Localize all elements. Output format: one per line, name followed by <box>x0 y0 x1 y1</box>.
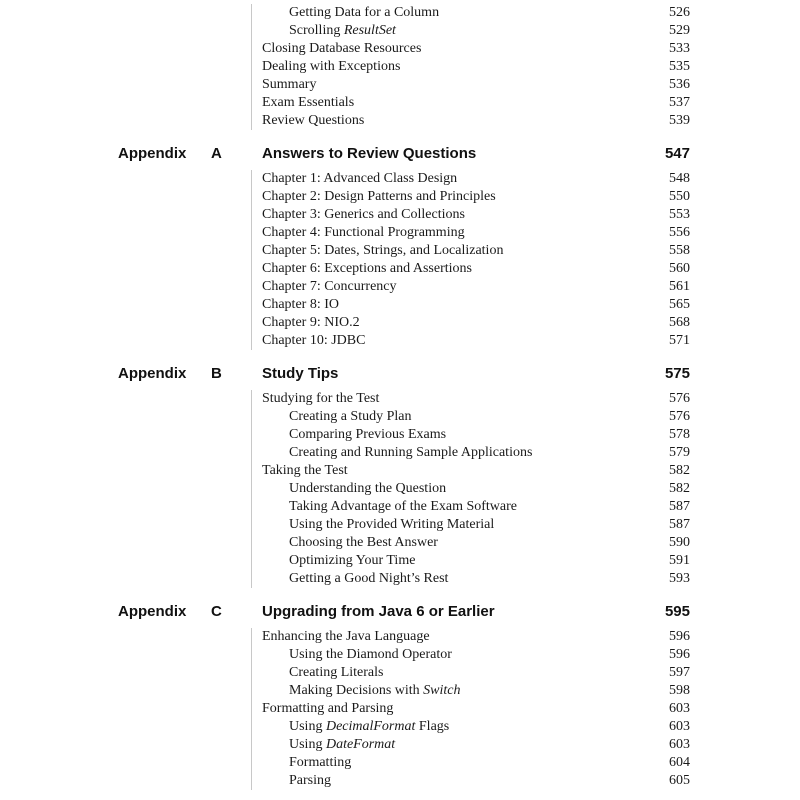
toc-entry-title-text: Summary <box>262 77 317 92</box>
toc-entry[interactable] <box>0 444 800 462</box>
toc-entry[interactable] <box>0 332 800 350</box>
section-divider <box>251 390 252 588</box>
toc-entry-title-text: Using <box>289 737 326 752</box>
toc-entry[interactable] <box>0 570 800 588</box>
toc-entry-title-text: Chapter 7: Concurrency <box>262 279 397 294</box>
appendix-letter: B <box>211 365 222 382</box>
toc-entry[interactable] <box>0 772 800 790</box>
toc-entry-page: 604 <box>669 755 690 770</box>
toc-entry[interactable] <box>0 242 800 260</box>
toc-entry-page: 603 <box>669 719 690 734</box>
toc-entry-title <box>262 170 457 188</box>
toc-entry-page: 578 <box>669 427 690 442</box>
toc-entry-title <box>262 112 364 130</box>
toc-entry-page: 576 <box>669 409 690 424</box>
toc-entry-title <box>262 278 397 296</box>
toc-entry-title <box>262 40 421 58</box>
toc-entry-page: 537 <box>669 95 690 110</box>
toc-entry[interactable] <box>0 646 800 664</box>
toc-entry[interactable] <box>0 516 800 534</box>
toc-entry[interactable] <box>0 4 800 22</box>
toc-entry-title-italic: Switch <box>423 683 461 698</box>
toc-entry[interactable] <box>0 112 800 130</box>
appendix-heading[interactable] <box>0 364 800 384</box>
toc-entry-title-text: Chapter 3: Generics and Collections <box>262 207 465 222</box>
toc-entry-title-text: Chapter 5: Dates, Strings, and Localization <box>262 243 504 258</box>
toc-entry-page: 568 <box>669 315 690 330</box>
toc-entry-title-text: Exam Essentials <box>262 95 355 110</box>
toc-entry-title <box>289 736 395 754</box>
toc-entry-title-text: Chapter 2: Design Patterns and Principles <box>262 189 496 204</box>
toc-entry[interactable] <box>0 296 800 314</box>
toc-entry-title <box>262 296 339 314</box>
toc-entry-title <box>289 444 532 462</box>
toc-entry-title-text: Chapter 1: Advanced Class Design <box>262 171 458 186</box>
toc-entry-title-text: Using the Diamond Operator <box>289 647 452 662</box>
toc-entry-title-text: Getting a Good Night’s Rest <box>289 571 449 586</box>
toc-entry[interactable] <box>0 170 800 188</box>
toc-entry-page: 587 <box>669 517 690 532</box>
toc-entry[interactable] <box>0 462 800 480</box>
toc-entry-title <box>262 462 348 480</box>
toc-entry[interactable] <box>0 390 800 408</box>
toc-entry-title <box>289 534 438 552</box>
toc-entry-page: 582 <box>669 481 690 496</box>
toc-entry-page: 558 <box>669 243 690 258</box>
toc-entry-title-text: Closing Database Resources <box>262 41 422 56</box>
toc-entry-title-text: Creating a Study Plan <box>289 409 412 424</box>
toc-entry-title <box>262 206 465 224</box>
appendix-word: Appendix <box>118 603 187 620</box>
toc-entry[interactable] <box>0 94 800 112</box>
toc-entry-title <box>262 260 472 278</box>
appendix-word: Appendix <box>118 145 187 162</box>
toc-entry-title-text: Dealing with Exceptions <box>262 59 401 74</box>
toc-entry[interactable] <box>0 628 800 646</box>
toc-entry-title-text: Getting Data for a Column <box>289 5 440 20</box>
toc-entry-page: 539 <box>669 113 690 128</box>
toc-entry-title <box>289 408 412 426</box>
toc-entry-title <box>289 646 452 664</box>
toc-entry-page: 571 <box>669 333 690 348</box>
toc-entry-title-text: Review Questions <box>262 113 365 128</box>
appendix-page: 595 <box>664 603 690 620</box>
appendix-letter: C <box>211 603 222 620</box>
toc-entry[interactable] <box>0 426 800 444</box>
toc-entry-title <box>289 682 461 700</box>
toc-entry-page: 561 <box>669 279 690 294</box>
toc-entry-page: 582 <box>669 463 690 478</box>
toc-entry-title <box>289 664 383 682</box>
toc-entry-title <box>262 242 503 260</box>
appendix-title: Study Tips <box>262 365 339 382</box>
toc-entry-page: 529 <box>669 23 690 38</box>
toc-entry-title-text: Optimizing Your Time <box>289 553 416 568</box>
toc-entry[interactable] <box>0 22 800 40</box>
toc-entry-page: 593 <box>669 571 690 586</box>
toc-entry-title <box>289 754 351 772</box>
section-divider <box>251 170 252 350</box>
toc-entry-title-text: Creating and Running Sample Applications <box>289 445 533 460</box>
toc-entry-title-text: Formatting <box>289 755 352 770</box>
toc-entry-page: 596 <box>669 647 690 662</box>
toc-entry[interactable] <box>0 224 800 242</box>
toc-entry-title-text: Comparing Previous Exams <box>289 427 447 442</box>
toc-entry-title <box>262 94 354 112</box>
toc-entry-title-text: Chapter 9: NIO.2 <box>262 315 360 330</box>
toc-entry-page: 603 <box>669 737 690 752</box>
toc-entry-title-text: Chapter 10: JDBC <box>262 333 366 348</box>
toc-entry-title-text: Studying for the Test <box>262 391 380 406</box>
appendix-title: Upgrading from Java 6 or Earlier <box>262 603 495 620</box>
toc-entry[interactable] <box>0 682 800 700</box>
toc-entry[interactable] <box>0 206 800 224</box>
toc-entry-title-text: Using the Provided Writing Material <box>289 517 495 532</box>
toc-entry-page: 556 <box>669 225 690 240</box>
toc-entry-page: 587 <box>669 499 690 514</box>
appendix-page: 575 <box>664 365 690 382</box>
toc-entry-title-italic: ResultSet <box>343 23 396 38</box>
toc-entry-title-text: Taking Advantage of the Exam Software <box>289 499 518 514</box>
toc-entry-page: 590 <box>669 535 690 550</box>
toc-entry-title <box>289 426 446 444</box>
toc-entry-title <box>262 628 430 646</box>
toc-entry-title-text: Enhancing the Java Language <box>262 629 430 644</box>
toc-entry-page: 535 <box>669 59 690 74</box>
toc-entry-title <box>262 700 393 718</box>
toc-entry-title <box>262 224 465 242</box>
toc-entry-title <box>289 480 446 498</box>
toc-entry-title <box>289 516 494 534</box>
toc-entry-page: 576 <box>669 391 690 406</box>
toc-entry-title <box>262 58 400 76</box>
toc-entry[interactable] <box>0 498 800 516</box>
toc-entry-title <box>262 188 496 206</box>
toc-entry[interactable] <box>0 754 800 772</box>
appendix-page: 547 <box>664 145 690 162</box>
toc-entry-title-text: Chapter 8: IO <box>262 297 339 312</box>
appendix-heading[interactable] <box>0 144 800 164</box>
toc-entry[interactable] <box>0 260 800 278</box>
toc-entry-page: 591 <box>669 553 690 568</box>
toc-entry[interactable] <box>0 76 800 94</box>
toc-entry-page: 533 <box>669 41 690 56</box>
toc-entry[interactable] <box>0 40 800 58</box>
toc-entry[interactable] <box>0 700 800 718</box>
toc-entry-page: 548 <box>669 171 690 186</box>
toc-entry[interactable] <box>0 480 800 498</box>
toc-entry-title <box>289 772 331 790</box>
toc-entry-page: 596 <box>669 629 690 644</box>
toc-entry[interactable] <box>0 718 800 736</box>
toc-entry-title-text: Scrolling <box>289 23 344 38</box>
toc-entry-page: 565 <box>669 297 690 312</box>
section-divider <box>251 628 252 790</box>
toc-entry[interactable] <box>0 58 800 76</box>
appendix-word: Appendix <box>118 365 187 382</box>
toc-entry[interactable] <box>0 408 800 426</box>
toc-entry-title <box>262 390 379 408</box>
toc-entry-title-text: Chapter 4: Functional Programming <box>262 225 465 240</box>
toc-entry-title-text: Parsing <box>289 773 331 788</box>
toc-entry-title <box>289 718 449 736</box>
toc-entry-page: 598 <box>669 683 690 698</box>
toc-entry-title <box>262 76 316 94</box>
toc-entry-title <box>262 332 365 350</box>
toc-entry-title <box>289 4 439 22</box>
toc-entry-page: 579 <box>669 445 690 460</box>
toc-entry-title <box>262 314 360 332</box>
toc-entry-title-italic: DateFormat <box>325 737 396 752</box>
appendix-title: Answers to Review Questions <box>262 145 477 162</box>
toc-entry-page: 526 <box>669 5 690 20</box>
toc-entry-page: 550 <box>669 189 690 204</box>
toc-entry-page: 560 <box>669 261 690 276</box>
toc-entry-title <box>289 22 396 40</box>
toc-entry-title-text: Formatting and Parsing <box>262 701 394 716</box>
toc-entry[interactable] <box>0 534 800 552</box>
toc-entry-title <box>289 498 517 516</box>
section-divider <box>251 4 252 130</box>
toc-entry-title-text: Using <box>289 719 326 734</box>
toc-entry[interactable] <box>0 664 800 682</box>
toc-entry-page: 605 <box>669 773 690 788</box>
toc-entry[interactable] <box>0 188 800 206</box>
toc-entry[interactable] <box>0 278 800 296</box>
toc-entry-title <box>289 570 448 588</box>
toc-entry-title-text: Making Decisions with <box>289 683 424 698</box>
appendix-letter: A <box>211 145 222 162</box>
toc-entry-title-text: Choosing the Best Answer <box>289 535 438 550</box>
toc-entry-title-text: Creating Literals <box>289 665 384 680</box>
toc-entry-page: 597 <box>669 665 690 680</box>
toc-entry-page: 536 <box>669 77 690 92</box>
toc-entry[interactable] <box>0 736 800 754</box>
toc-entry-title-after: Flags <box>415 719 450 734</box>
toc-entry[interactable] <box>0 552 800 570</box>
toc-entry-page: 553 <box>669 207 690 222</box>
toc-entry-title-text: Chapter 6: Exceptions and Assertions <box>262 261 472 276</box>
toc-entry-title <box>289 552 415 570</box>
toc-entry-title-text: Understanding the Question <box>289 481 447 496</box>
toc-entry-page: 603 <box>669 701 690 716</box>
appendix-heading[interactable] <box>0 602 800 622</box>
toc-entry[interactable] <box>0 314 800 332</box>
toc-entry-title-text: Taking the Test <box>262 463 348 478</box>
toc-entry-title-italic: DecimalFormat <box>325 719 416 734</box>
